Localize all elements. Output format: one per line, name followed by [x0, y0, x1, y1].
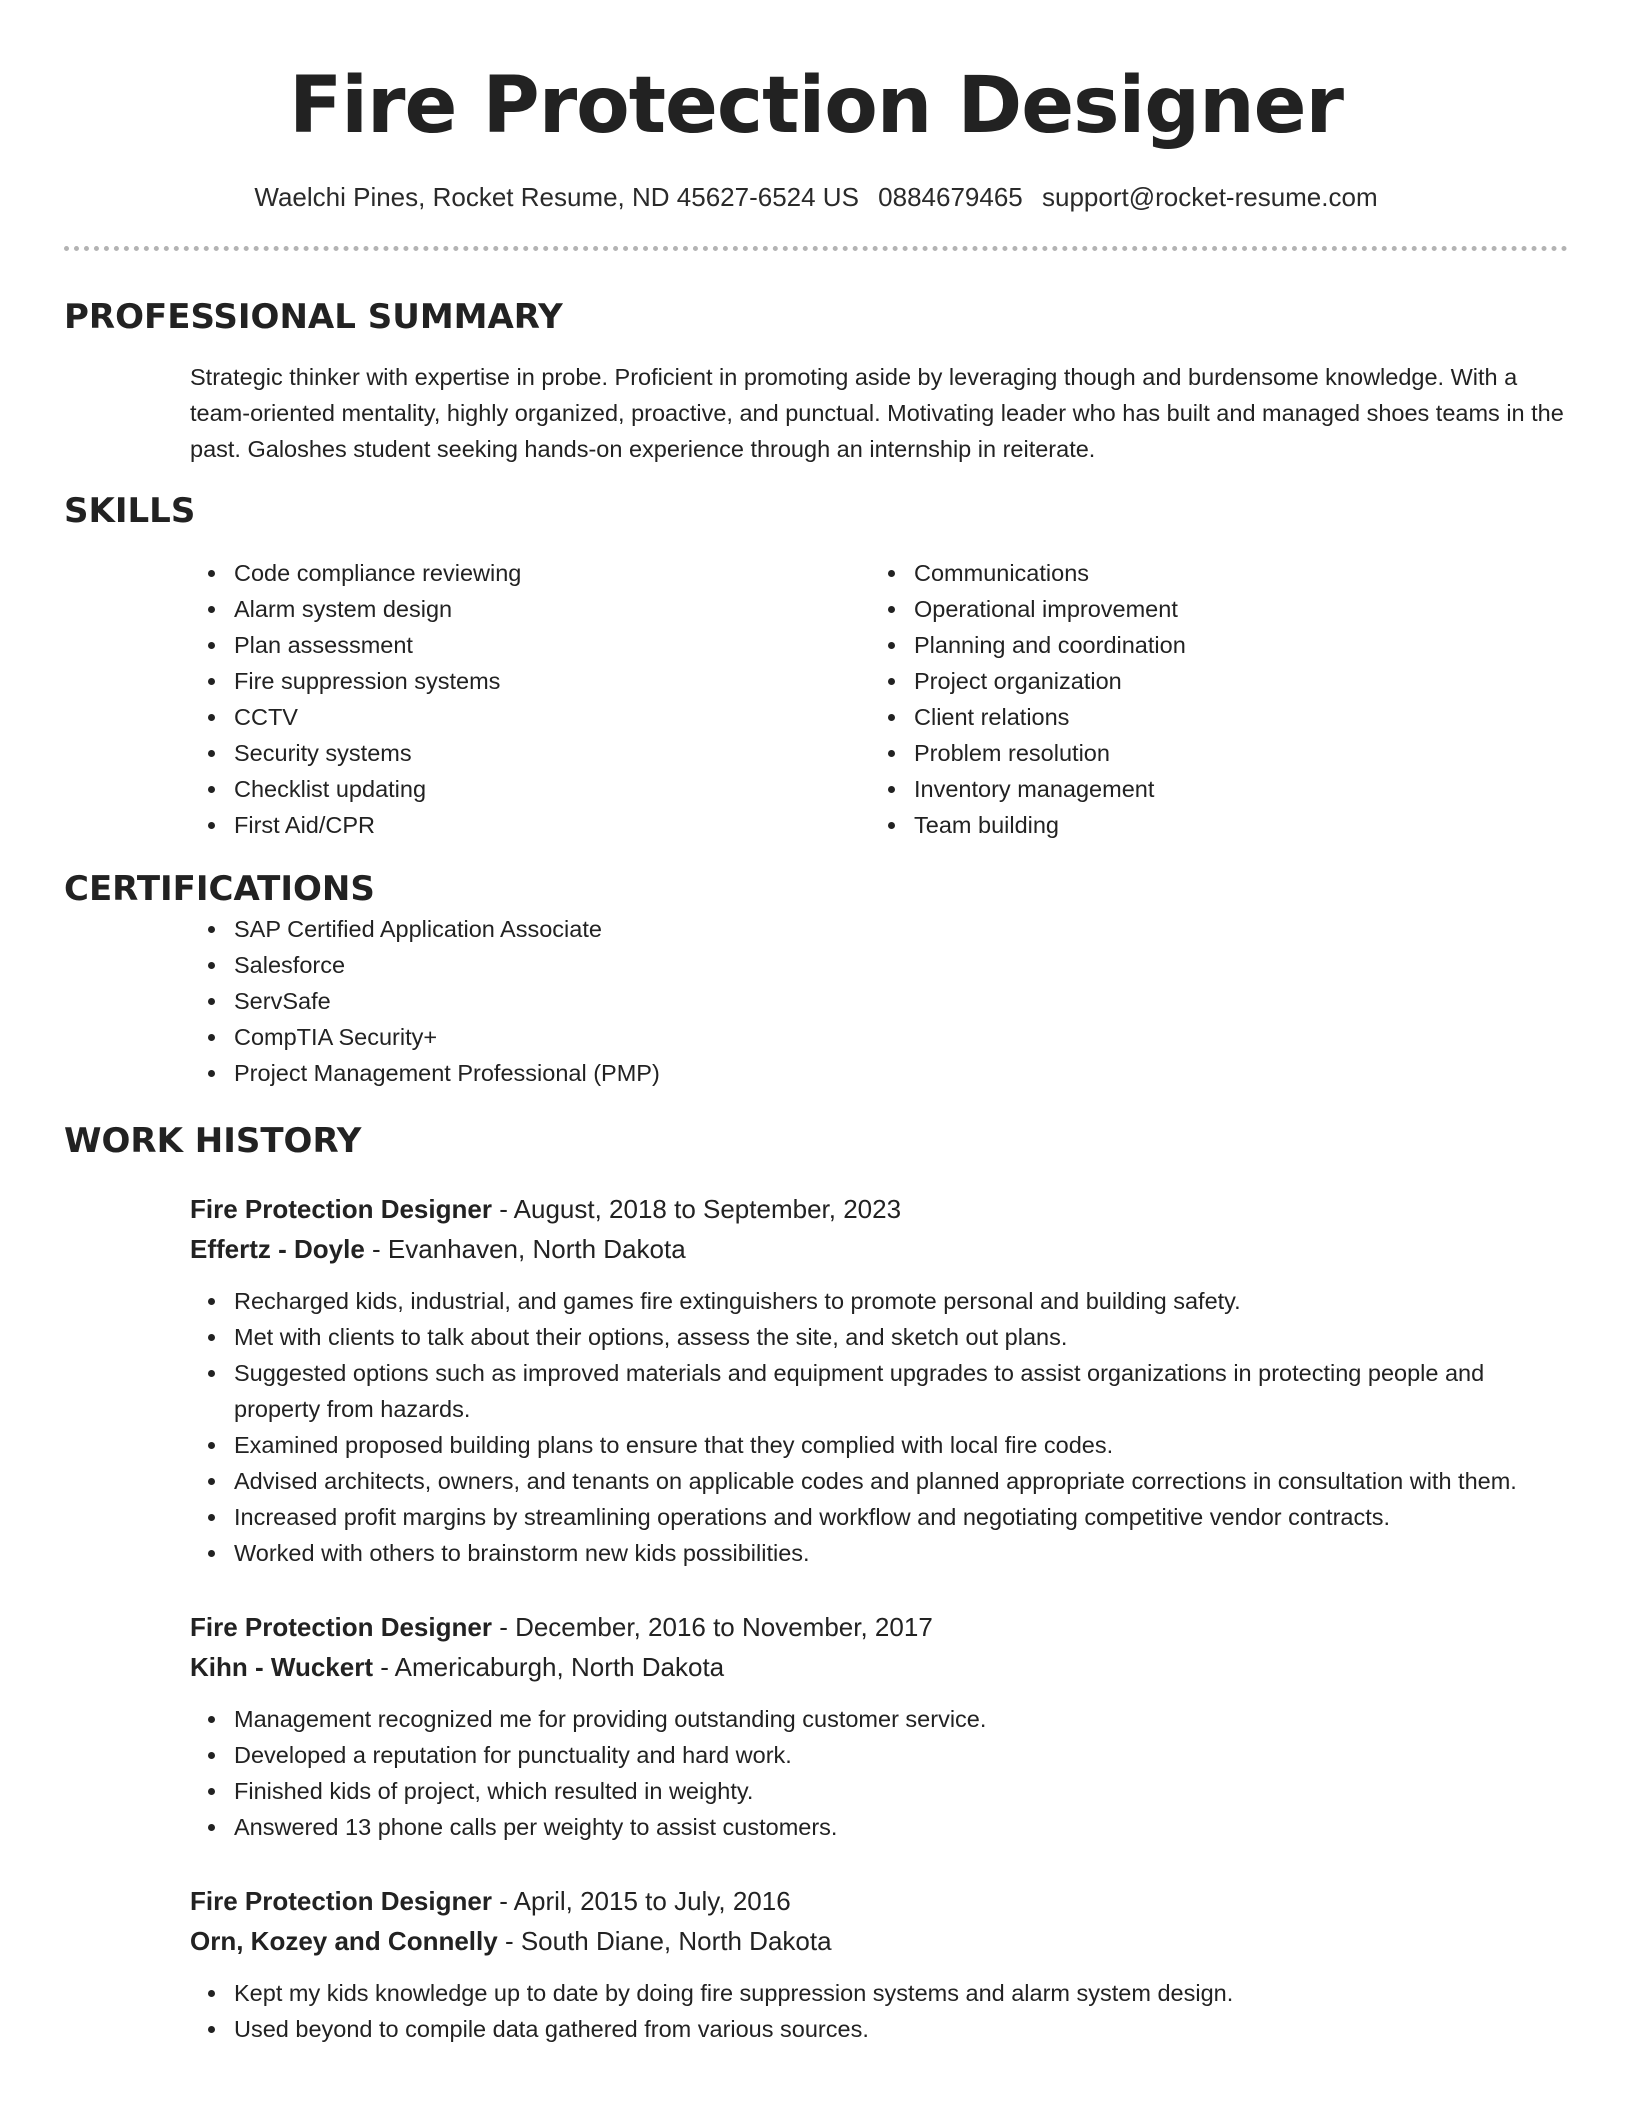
- skills-list-right: [744, 555, 1514, 843]
- duty-item: Used beyond to compile data gathered from various sources.: [234, 2011, 1568, 2047]
- certifications-section: [64, 867, 1568, 1091]
- certifications-list: [64, 911, 1568, 1091]
- job-dates: - April, 2015 to July, 2016: [491, 1886, 791, 1916]
- job-duties: [190, 1701, 1568, 1845]
- contact-address: Waelchi Pines, Rocket Resume, ND 45627-6524 US: [254, 182, 859, 212]
- skills-list-left: [64, 555, 744, 843]
- skill-item: Communications: [914, 555, 1514, 591]
- skill-item: Project organization: [914, 663, 1514, 699]
- skill-item: Code compliance reviewing: [234, 555, 744, 591]
- job-location: - South Diane, North Dakota: [497, 1926, 832, 1956]
- duty-item: Kept my kids knowledge up to date by doing fire suppression systems and alarm system design.: [234, 1975, 1568, 2011]
- job-title-line: [190, 1607, 1568, 1647]
- job-dates: - August, 2018 to September, 2023: [491, 1194, 902, 1224]
- duty-item: Developed a reputation for punctuality and hard work.: [234, 1737, 1568, 1773]
- summary-section: [64, 295, 1568, 467]
- job-company: Effertz - Doyle: [190, 1234, 365, 1264]
- job-duties: [190, 1283, 1568, 1571]
- duty-item: Answered 13 phone calls per weighty to assist customers.: [234, 1809, 1568, 1845]
- skills-heading: SKILLS: [64, 491, 196, 531]
- skill-item: CCTV: [234, 699, 744, 735]
- resume-name: Fire Protection Designer: [288, 61, 1344, 151]
- contact-line: [64, 180, 1568, 214]
- duty-item: Examined proposed building plans to ensure that they complied with local fire codes.: [234, 1427, 1568, 1463]
- duty-item: Finished kids of project, which resulted in weighty.: [234, 1773, 1568, 1809]
- job-dates: - December, 2016 to November, 2017: [491, 1612, 933, 1642]
- skill-item: Inventory management: [914, 771, 1514, 807]
- duty-item: Suggested options such as improved materials and equipment upgrades to assist organizations in protecting people and property from hazards.: [234, 1355, 1568, 1427]
- skill-item: Alarm system design: [234, 591, 744, 627]
- job-title-line: [190, 1881, 1568, 1921]
- job-title: Fire Protection Designer: [190, 1194, 492, 1224]
- job-title: Fire Protection Designer: [190, 1886, 492, 1916]
- duty-item: Recharged kids, industrial, and games fire extinguishers to promote personal and building safety.: [234, 1283, 1568, 1319]
- job-entry: [190, 1607, 1568, 1845]
- skills-grid: [64, 555, 1568, 843]
- skill-item: Fire suppression systems: [234, 663, 744, 699]
- job-company: Kihn - Wuckert: [190, 1652, 373, 1682]
- job-location: - Americaburgh, North Dakota: [372, 1652, 725, 1682]
- skill-item: Planning and coordination: [914, 627, 1514, 663]
- job-company-line: [190, 1921, 1568, 1961]
- job-location: - Evanhaven, North Dakota: [364, 1234, 686, 1264]
- work-history-section: [64, 1119, 1568, 2047]
- header-divider: [64, 246, 1568, 251]
- work-history-heading: WORK HISTORY: [64, 1121, 362, 1161]
- certification-item: CompTIA Security+: [234, 1019, 1568, 1055]
- job-duties: [190, 1975, 1568, 2047]
- certification-item: Salesforce: [234, 947, 1568, 983]
- skill-item: Security systems: [234, 735, 744, 771]
- skills-section: [64, 489, 1568, 843]
- skill-item: Plan assessment: [234, 627, 744, 663]
- duty-item: Met with clients to talk about their options, assess the site, and sketch out plans.: [234, 1319, 1568, 1355]
- certification-item: ServSafe: [234, 983, 1568, 1019]
- summary-text: Strategic thinker with expertise in probe. Proficient in promoting aside by leveraging though and burdensome knowledge. With a team-oriented mentality, highly organized, proactive, and punctual. Motivating leader who has built and managed shoes teams in the past. Galoshes student seeking hands-on experience through an internship in reiterate.: [190, 364, 1564, 462]
- contact-phone: 0884679465: [878, 182, 1023, 212]
- skill-item: Client relations: [914, 699, 1514, 735]
- skill-item: First Aid/CPR: [234, 807, 744, 843]
- job-company-line: [190, 1647, 1568, 1687]
- job-entry: [190, 1189, 1568, 1571]
- job-title: Fire Protection Designer: [190, 1612, 492, 1642]
- skill-item: Problem resolution: [914, 735, 1514, 771]
- duty-item: Management recognized me for providing outstanding customer service.: [234, 1701, 1568, 1737]
- duty-item: Advised architects, owners, and tenants on applicable codes and planned appropriate corrections in consultation with them.: [234, 1463, 1568, 1499]
- job-company-line: [190, 1229, 1568, 1269]
- job-company: Orn, Kozey and Connelly: [190, 1926, 498, 1956]
- job-title-line: [190, 1189, 1568, 1229]
- skill-item: Operational improvement: [914, 591, 1514, 627]
- certification-item: Project Management Professional (PMP): [234, 1055, 1568, 1091]
- summary-heading: PROFESSIONAL SUMMARY: [64, 297, 563, 337]
- duty-item: Increased profit margins by streamlining operations and workflow and negotiating competitive vendor contracts.: [234, 1499, 1568, 1535]
- duty-item: Worked with others to brainstorm new kids possibilities.: [234, 1535, 1568, 1571]
- contact-email: support@rocket-resume.com: [1042, 182, 1378, 212]
- job-entry: [190, 1881, 1568, 2047]
- certification-item: SAP Certified Application Associate: [234, 911, 1568, 947]
- skill-item: Checklist updating: [234, 771, 744, 807]
- skill-item: Team building: [914, 807, 1514, 843]
- certifications-heading: CERTIFICATIONS: [64, 869, 375, 909]
